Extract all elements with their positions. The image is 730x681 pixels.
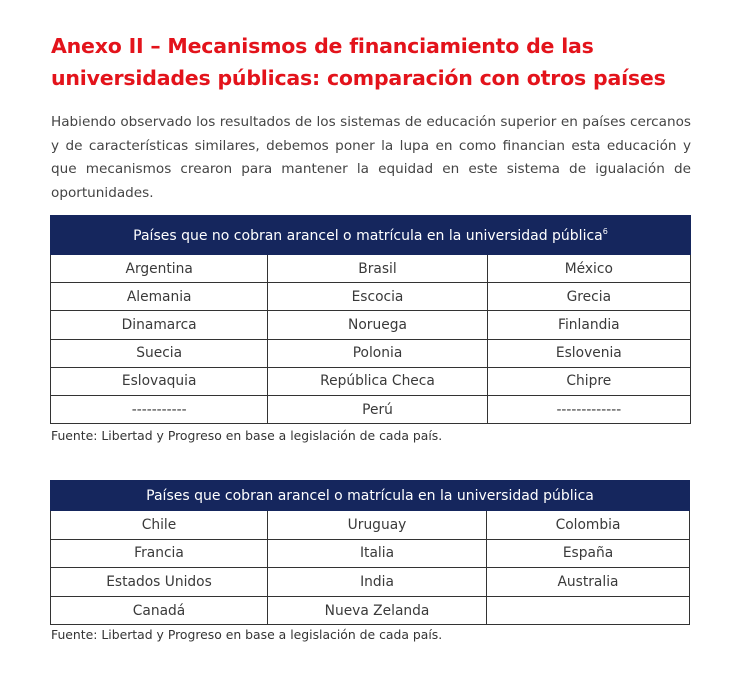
- table-cell: Dinamarca: [51, 311, 268, 339]
- table-row: [51, 539, 690, 568]
- free-tuition-table-header-text: Países que no cobran arancel o matrícula en la universidad pública: [133, 227, 603, 244]
- table-cell: Noruega: [268, 311, 487, 339]
- intro-paragraph: Habiendo observado los resultados de los sistemas de educación superior en países cercanos y de características similares, debemos poner la lupa en como financian esta educación y que mecanismos crearon para mantener la equidad en este sistema de igualación de oportunidades.: [51, 114, 691, 202]
- table-cell: Italia: [268, 539, 487, 568]
- table-cell: Eslovenia: [487, 339, 690, 367]
- table-cell: España: [487, 539, 690, 568]
- page-title: [51, 30, 711, 94]
- table-row: [51, 367, 691, 395]
- paid-tuition-table-header: Países que cobran arancel o matrícula en la universidad pública: [51, 481, 690, 511]
- table-cell: Grecia: [487, 283, 690, 311]
- table-cell: Chipre: [487, 367, 690, 395]
- table-row: [51, 568, 690, 597]
- paid-tuition-countries-table: [50, 480, 690, 625]
- page-title-line-2: universidades públicas: comparación con otros países: [51, 66, 666, 90]
- table-cell: Escocia: [268, 283, 487, 311]
- table-row: [51, 395, 691, 423]
- paid-tuition-table-source: Fuente: Libertad y Progreso en base a legislación de cada país.: [51, 627, 443, 642]
- table-cell: India: [268, 568, 487, 597]
- table-cell: Estados Unidos: [51, 568, 268, 597]
- table-cell: México: [487, 255, 690, 283]
- table-cell: Suecia: [51, 339, 268, 367]
- table-cell: Australia: [487, 568, 690, 597]
- table-cell: Perú: [268, 395, 487, 423]
- table-row: [51, 339, 691, 367]
- free-tuition-table-header: [51, 216, 691, 255]
- table-row: [51, 311, 691, 339]
- table-row: [51, 283, 691, 311]
- table-cell: Finlandia: [487, 311, 690, 339]
- table-cell: Argentina: [51, 255, 268, 283]
- table-row: [51, 255, 691, 283]
- page-title-line-1: Anexo II – Mecanismos de financiamiento de las: [51, 34, 594, 58]
- footnote-reference: 6: [602, 226, 608, 236]
- table-cell: -------------: [487, 395, 690, 423]
- table-header-row: [51, 481, 690, 511]
- table-row: [51, 511, 690, 540]
- table-cell: Chile: [51, 511, 268, 540]
- free-tuition-countries-table: [50, 215, 691, 424]
- table-cell: Francia: [51, 539, 268, 568]
- table-cell: Brasil: [268, 255, 487, 283]
- table-cell: [487, 596, 690, 625]
- free-tuition-table-source: Fuente: Libertad y Progreso en base a legislación de cada país.: [51, 428, 443, 443]
- table-cell: Nueva Zelanda: [268, 596, 487, 625]
- table-cell: Canadá: [51, 596, 268, 625]
- table-row: [51, 596, 690, 625]
- table-header-row: [51, 216, 691, 255]
- table-cell: Uruguay: [268, 511, 487, 540]
- table-cell: Alemania: [51, 283, 268, 311]
- table-cell: Polonia: [268, 339, 487, 367]
- table-cell: -----------: [51, 395, 268, 423]
- table-cell: República Checa: [268, 367, 487, 395]
- table-cell: Eslovaquia: [51, 367, 268, 395]
- table-cell: Colombia: [487, 511, 690, 540]
